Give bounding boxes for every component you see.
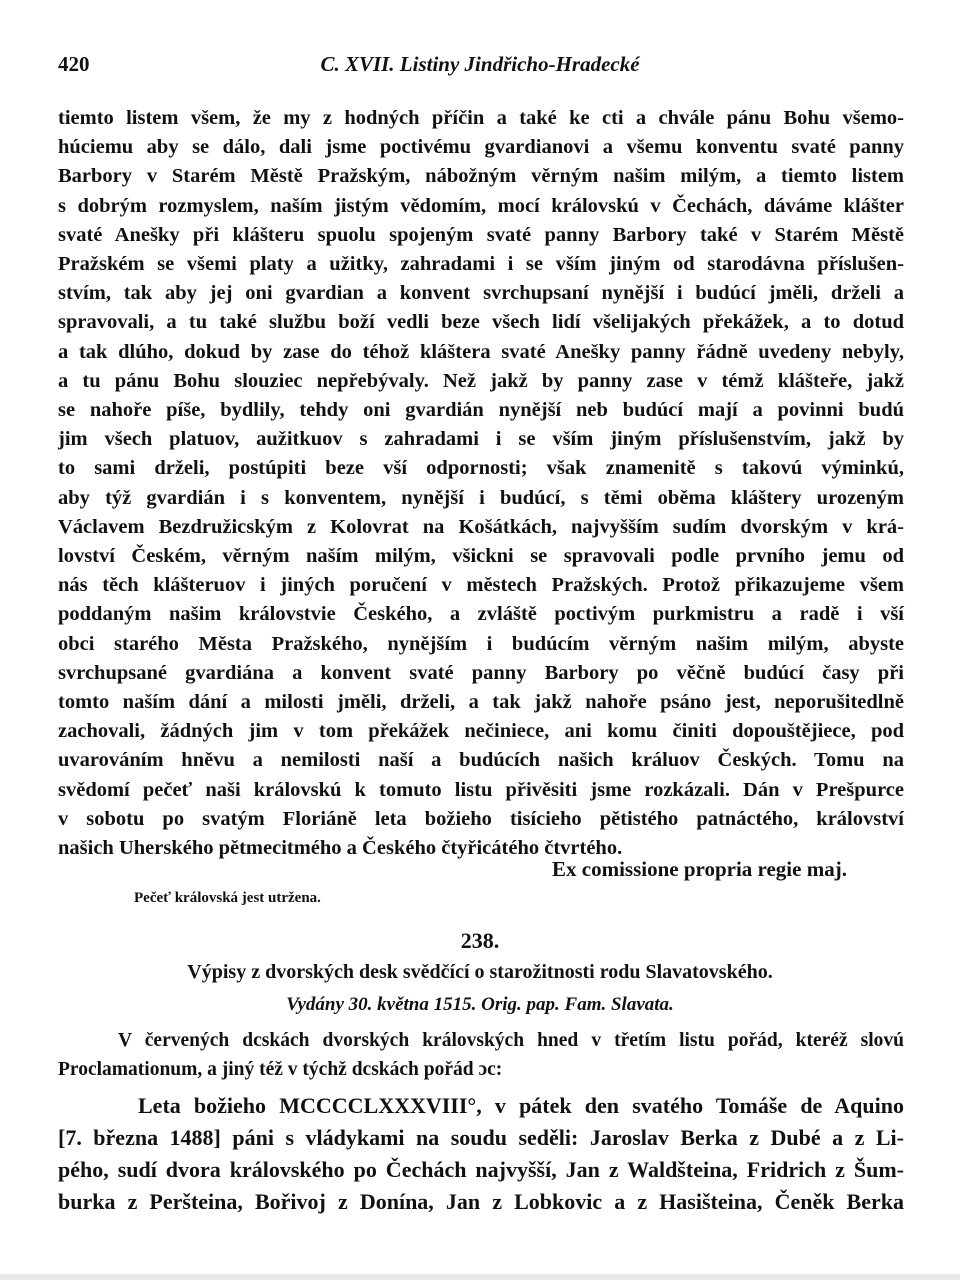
text-line: aby týž gvardián i s konventem, nynější i budúcí, s těmi oběma kláštery urozeným — [58, 486, 904, 509]
text-line: se nahoře píše, bydlily, tehdy oni gvardián nynější neb budúcí mají a povinni budú — [58, 399, 904, 422]
document-source: Vydány 30. května 1515. Orig. pap. Fam. Slavata. — [286, 994, 674, 1015]
text-line: nás těch klášteruov i jiných poručení v městech Pražských. Protož přikazujeme všem — [58, 574, 904, 597]
text-line: svaté Anešky při klášteru spuolu spojeným svaté panny Barbory také v Starém Městě — [58, 223, 904, 246]
text-line: tomto naším dání a milosti jměli, drželi, a tak jakž nahoře psáno jest, neporušitedlně — [58, 691, 904, 714]
text-line: spravovali, a tu také službu boží vedli beze všech lidí všelijakých překážek, a to dotud — [58, 311, 904, 334]
seal-note: Pečeť královská jest utržena. — [134, 890, 321, 906]
text-line: a tu pánu Bohu slouziec nepřebývaly. Než jakž by panny zase v témž klášteře, jakž — [58, 369, 904, 392]
signature-line: Ex comissione propria regie maj. — [552, 857, 847, 881]
text-line: zachovali, žádných jim v tom překážek nečiniece, ani komu činiti dopouštějiece, pod — [58, 720, 904, 743]
text-line: s dobrým rozmyslem, naším jistým vědomím, mocí královskú v Čechách, dáváme klášter — [58, 194, 904, 217]
text-line: svědomí pečeť naši královskú k tomuto listu přivěsiti jsme rozkázali. Dán v Prešpurce — [58, 778, 904, 801]
page-number: 420 — [58, 52, 90, 76]
text-line: [7. března 1488] páni s vládykami na soudu seděli: Jaroslav Berka z Dubé a z Li- — [58, 1125, 904, 1150]
page-bottom-edge — [0, 1274, 960, 1280]
text-line: húciemu aby se dálo, dali jsme poctivému gvardianovi a všemu konventu svaté panny — [58, 136, 904, 159]
text-line: Barbory v Starém Městě Pražským, nábožným věrným našim milým, a tiemto listem — [58, 165, 904, 188]
running-head: C. XVII. Listiny Jindřicho-Hradecké — [320, 52, 640, 76]
text-line: tiemto listem všem, že my z hodných příčin a také ke cti a chvále pánu Bohu všemo- — [58, 107, 904, 129]
text-line: stvím, tak aby jej oni gvardian a konvent svrchupsaní nynější i budúcí jměli, drželi a — [58, 282, 904, 305]
text-line: v sobotu po svatým Floriáně leta božieho tisícieho pětistého patnáctého, království — [58, 807, 904, 830]
text-line: uvarováním hněvu a nemilosti naší a budúcích našich králuov Českých. Tomu na — [58, 749, 904, 772]
text-line: obci starého Města Pražského, nynějším i budúcím věrným našim milým, abyste — [58, 632, 904, 655]
text-line: Pražském se všemi platy a užitky, zahradami i se vším jiným od starodávna příslušen- — [58, 253, 904, 276]
text-line: svrchupsané gvardiána a konvent svaté panny Barbory po věčně budúcí časy při — [58, 661, 904, 684]
document-number: 238. — [460, 928, 500, 953]
text-line: burka z Peršteina, Bořivoj z Donína, Jan z Lobkovic a z Hasišteina, Čeněk Berka — [58, 1189, 904, 1214]
text-line: V červených dcskách dvorských královských hned v třetím listu pořád, kteréž slovú — [118, 1030, 904, 1051]
text-line: poddaným našim královstvie Českého, a zvláště poctivým purkmistru a radě i vší — [58, 603, 904, 626]
text-line: jim všech platuov, aužitkuov s zahradami i se vším jiným příslušenstvím, jakž by — [58, 428, 904, 451]
charter-text — [58, 104, 904, 863]
text-line: Václavem Bezdružicským z Kolovrat na Košátkách, najvyšším sudím dvorským v krá- — [58, 515, 904, 538]
text-line: to sami drželi, postúpiti beze vší odpornosti; však znamenitě s takovú výminkú, — [58, 457, 904, 480]
record-text — [58, 1090, 904, 1218]
text-line: Leta božieho MCCCCLXXXVIII°, v pátek den svatého Tomáše de Aquino — [138, 1093, 904, 1118]
text-line: lovství Českém, věrným naším milým, všickni se spravovali podle prvního jemu od — [58, 545, 904, 568]
text-line: našich Uherského pětmecitmého a Českého čtyřicátého čtvrtého. — [58, 837, 623, 860]
document-title: Výpisy z dvorských desk svědčící o starožitnosti rodu Slavatovského. — [187, 961, 773, 983]
text-line: a tak dlúho, dokud by zase do téhož kláštera svaté Anešky panny řádně uvedeny nebyly, — [58, 340, 904, 363]
intro-text — [58, 1026, 904, 1084]
text-line: Proclamationum, a jiný též v týchž dcskách pořád ɔc: — [58, 1059, 503, 1080]
text-line: pého, sudí dvora královského po Čechách najvyšší, Jan z Waldšteina, Fridrich z Šum- — [58, 1157, 904, 1182]
